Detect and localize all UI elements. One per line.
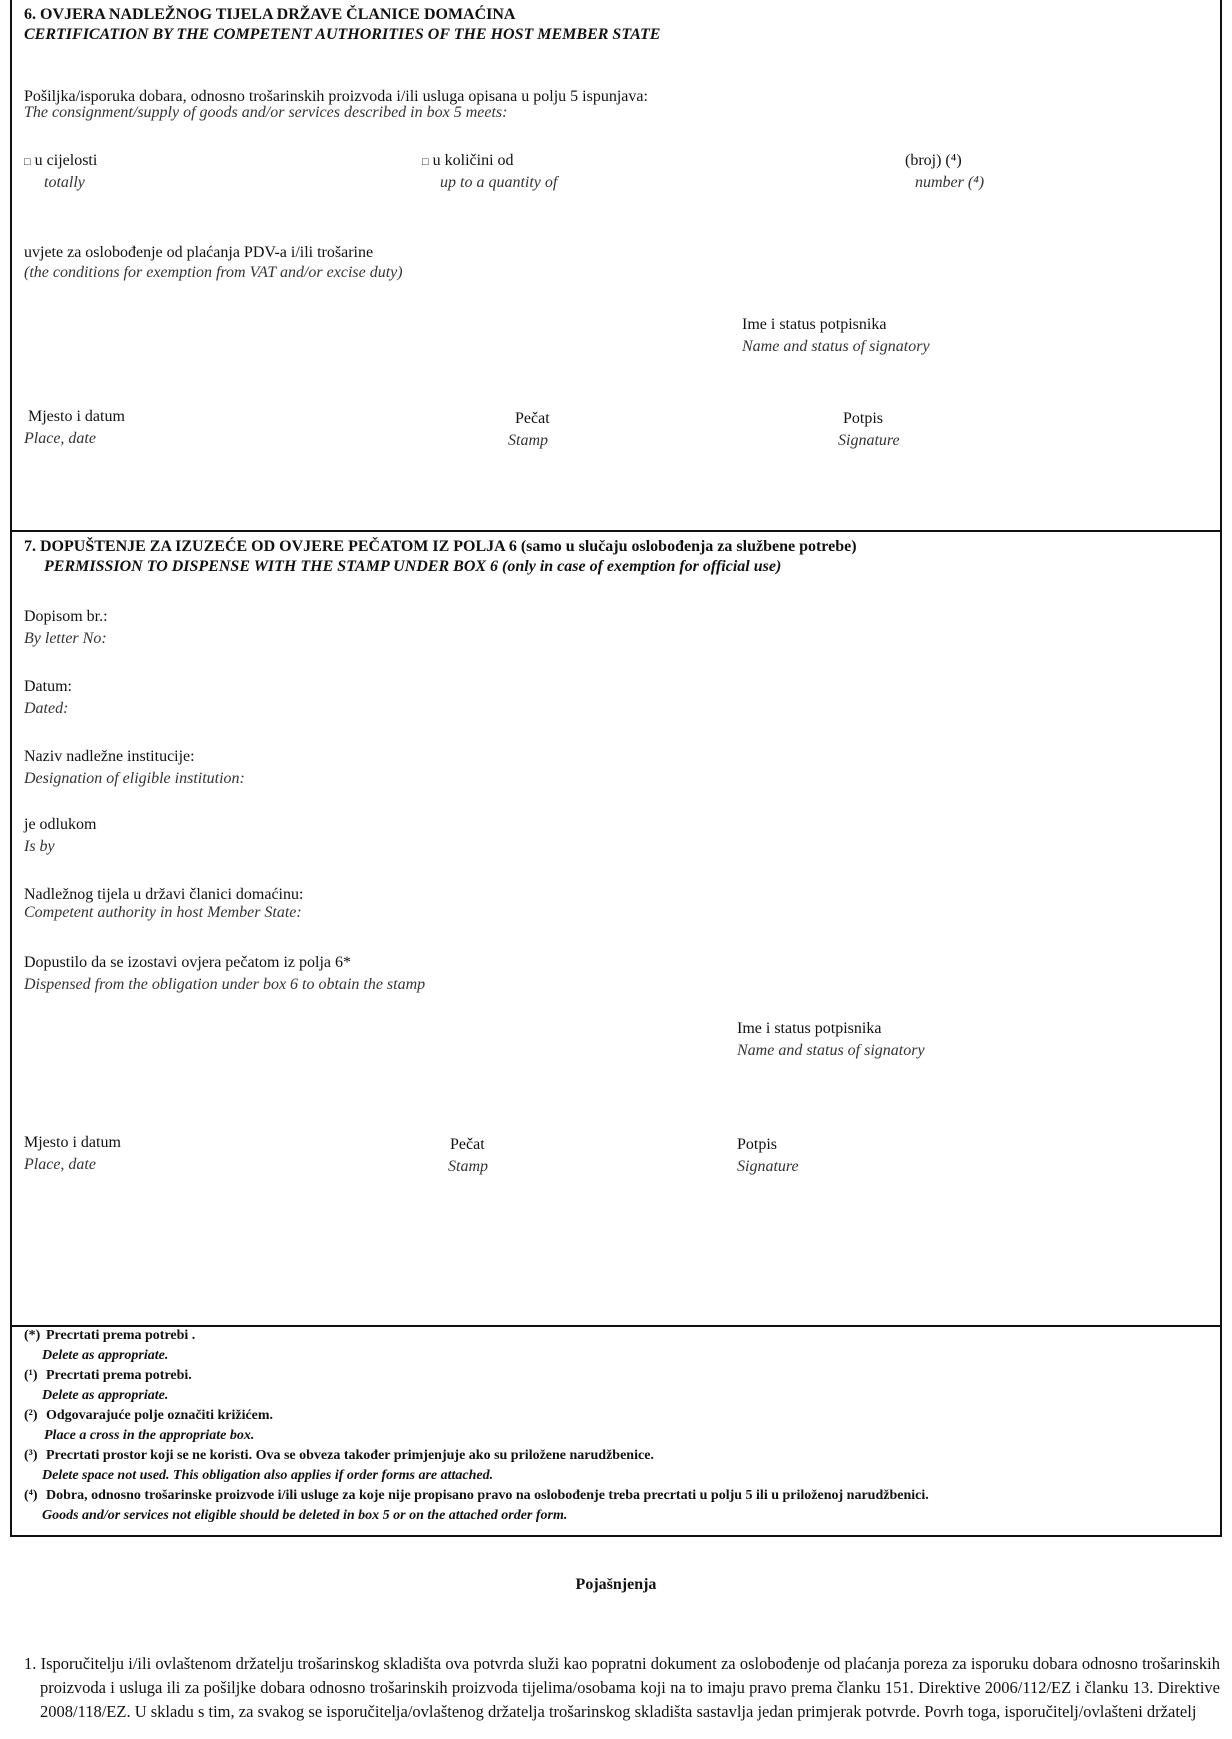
intro-en: The consignment/supply of goods and/or services described in box 5 meets: xyxy=(24,104,508,121)
number-hr: (broj) (⁴) xyxy=(905,152,962,169)
box-7-permission xyxy=(10,530,1222,1327)
field-dispensed-en: Dispensed from the obligation under box 6 to obtain the stamp xyxy=(24,976,426,993)
checkbox-icon[interactable]: □ xyxy=(24,156,31,168)
footnote-en: Goods and/or services not eligible should be deleted in box 5 or on the attached order form. xyxy=(42,1508,568,1523)
box-6-subtitle: CERTIFICATION BY THE COMPETENT AUTHORITIES OF THE HOST MEMBER STATE xyxy=(24,26,661,43)
signature-en-7: Signature xyxy=(737,1158,799,1175)
footnote-hr: Precrtati prema potrebi . xyxy=(46,1328,196,1343)
field-dispensed-hr: Dopustilo da se izostavi ovjera pečatom iz polja 6* xyxy=(24,954,352,971)
checkbox-icon[interactable]: □ xyxy=(422,156,429,168)
conditions-hr: uvjete za oslobođenje od plaćanja PDV-a i/ili trošarine xyxy=(24,244,374,261)
box-6-title: 6. OVJERA NADLEŽNOG TIJELA DRŽAVE ČLANICE DOMAĆINA xyxy=(24,6,516,23)
field-authority-en: Competent authority in host Member State: xyxy=(24,904,302,921)
stamp-en: Stamp xyxy=(508,432,548,449)
field-decision-en: Is by xyxy=(24,838,55,855)
box-7-subtitle: PERMISSION TO DISPENSE WITH THE STAMP UNDER BOX 6 (only in case of exemption for official use) xyxy=(44,558,782,575)
footnote-en: Delete space not used. This obligation also applies if order forms are attached. xyxy=(42,1468,494,1483)
signatory-hr: Ime i status potpisnika xyxy=(742,316,887,333)
conditions-en: (the conditions for exemption from VAT and/or excise duty) xyxy=(24,264,403,281)
signatory-hr-7: Ime i status potpisnika xyxy=(737,1020,882,1037)
explanations-title: Pojašnjenja xyxy=(575,1576,657,1593)
footnote-mark: (³) xyxy=(24,1448,38,1463)
place-en: Place, date xyxy=(24,430,96,447)
place-en-7: Place, date xyxy=(24,1156,96,1173)
stamp-hr: Pečat xyxy=(515,410,550,427)
footnote-hr: Dobra, odnosno trošarinske proizvode i/ili usluge za koje nije propisano pravo na oslobođenje treba precrtati u polju 5 ili u priloženoj narudžbenici. xyxy=(46,1488,929,1503)
stamp-en-7: Stamp xyxy=(448,1158,488,1175)
signature-en: Signature xyxy=(838,432,900,449)
footnote-mark: (¹) xyxy=(24,1368,38,1383)
option-totally-label: u cijelosti xyxy=(34,152,98,169)
footnote-mark: (⁴) xyxy=(24,1488,38,1503)
signature-hr: Potpis xyxy=(843,410,884,427)
signature-hr-7: Potpis xyxy=(737,1136,778,1153)
footnote-en: Delete as appropriate. xyxy=(42,1348,169,1363)
option-quantity[interactable] xyxy=(422,152,514,171)
option-quantity-en: up to a quantity of xyxy=(440,174,558,191)
number-en: number (⁴) xyxy=(915,174,985,191)
footnote-en: Place a cross in the appropriate box. xyxy=(44,1428,255,1443)
field-letter-hr: Dopisom br.: xyxy=(24,608,108,625)
option-totally[interactable] xyxy=(24,152,97,171)
place-hr-7: Mjesto i datum xyxy=(24,1134,121,1151)
field-authority-hr: Nadležnog tijela u državi članici domaćinu: xyxy=(24,886,304,903)
place-hr: Mjesto i datum xyxy=(28,408,125,425)
footnote-mark: (²) xyxy=(24,1408,38,1423)
footnote-en: Delete as appropriate. xyxy=(42,1388,169,1403)
field-date-en: Dated: xyxy=(24,700,69,717)
stamp-hr-7: Pečat xyxy=(450,1136,485,1153)
box-7-title: 7. DOPUŠTENJE ZA IZUZEĆE OD OVJERE PEČATOM IZ POLJA 6 (samo u slučaju oslobođenja za službene potrebe) xyxy=(24,538,857,555)
field-institution-en: Designation of eligible institution: xyxy=(24,770,245,787)
field-letter-en: By letter No: xyxy=(24,630,107,647)
field-institution-hr: Naziv nadležne institucije: xyxy=(24,748,195,765)
footnote-mark: (*) xyxy=(24,1328,41,1343)
intro-hr: Pošiljka/isporuka dobara, odnosno trošarinskih proizvoda i/ili usluga opisana u polju 5 ispunjava: xyxy=(24,88,648,105)
footnote-hr: Odgovarajuće polje označiti križićem. xyxy=(46,1408,274,1423)
signatory-en-7: Name and status of signatory xyxy=(737,1042,925,1059)
footnote-hr: Precrtati prostor koji se ne koristi. Ova se obveza također primjenjuje ako su priložene narudžbenice. xyxy=(46,1448,654,1463)
option-totally-en: totally xyxy=(44,174,85,191)
field-decision-hr: je odlukom xyxy=(24,816,97,833)
option-quantity-label: u količini od xyxy=(432,152,514,169)
footnote-hr: Precrtati prema potrebi. xyxy=(46,1368,192,1383)
signatory-en: Name and status of signatory xyxy=(742,338,930,355)
explanation-paragraph-1: 1. Isporučitelju i/ili ovlaštenom držatelju trošarinskog skladišta ova potvrda služi kao popratni dokument za oslobođenje od plaćanja poreza za isporuku dobara odnosno trošarinskih proizvoda i usluga ili za pošiljke dobara odnosno trošarinskih proizvoda tijelima/osobama koji na to imaju pravo prema članku 151. Direktive 2006/112/EZ i članku 13. Direktive 2008/118/EZ. U skladu s tim, za svakog se isporučitelja/ovlaštenog držatelja trošarinskog skladišta sastavlja jedan primjerak potvrde. Povrh toga, isporučitelj/ovlašteni držatelj xyxy=(24,1654,1220,1721)
field-date-hr: Datum: xyxy=(24,678,72,695)
